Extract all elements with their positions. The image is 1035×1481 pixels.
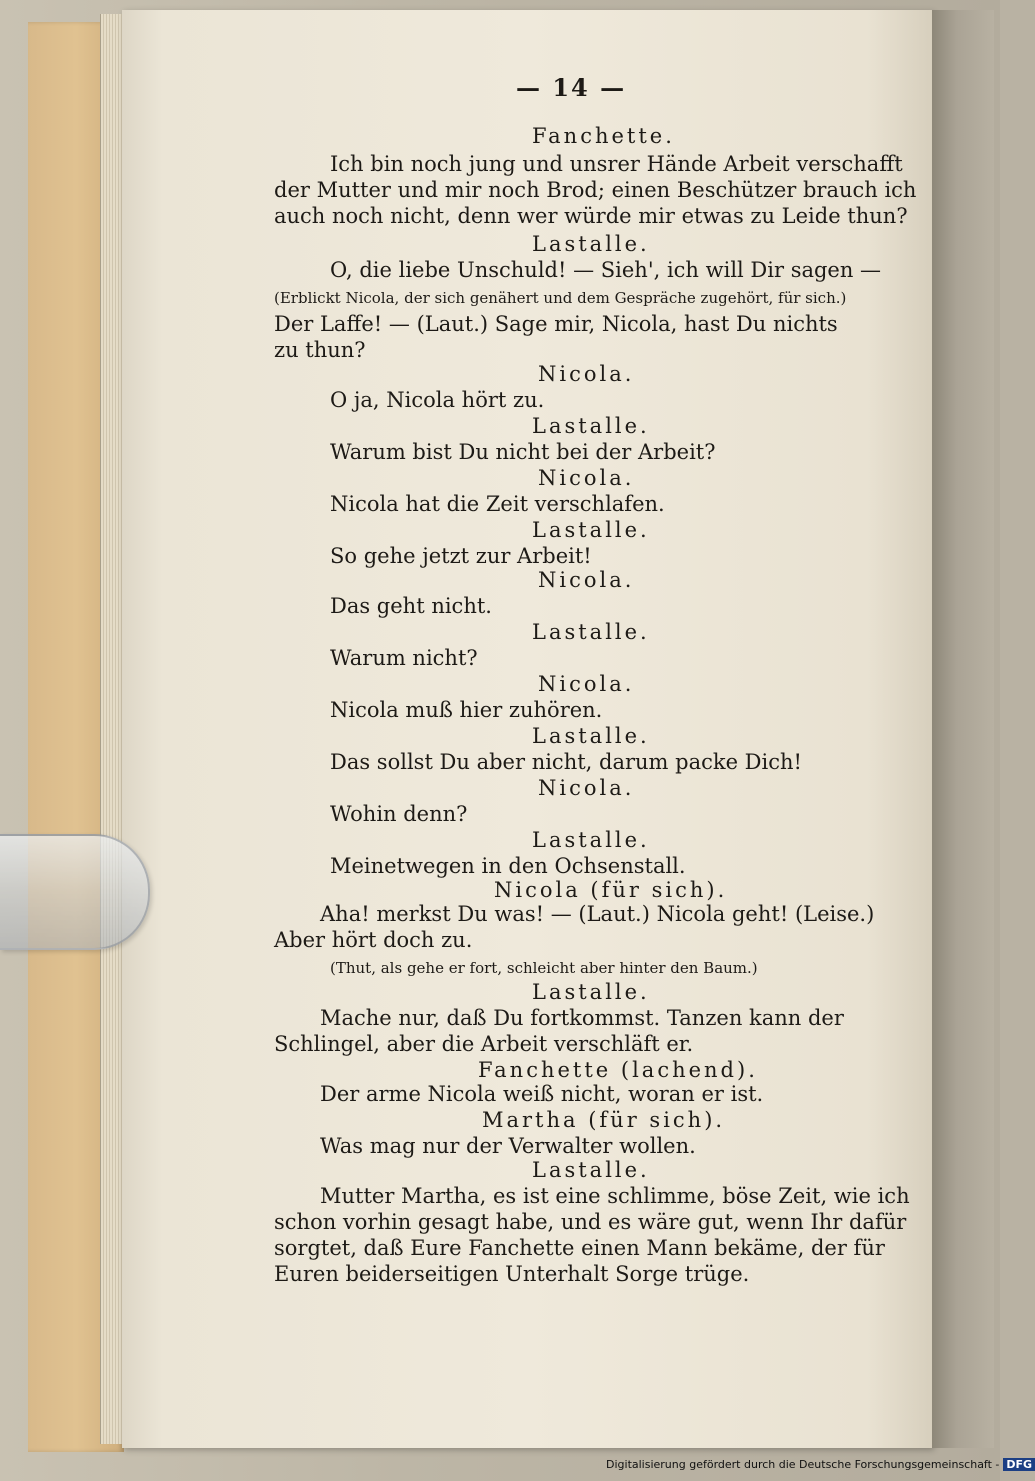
dialogue-line: Meinetwegen in den Ochsenstall. [330, 854, 686, 878]
dialogue-line: Was mag nur der Verwalter wollen. [320, 1134, 696, 1158]
speaker-name: Nicola. [538, 776, 635, 800]
speaker-name: Nicola. [538, 466, 635, 490]
dialogue-line: Der Laffe! — (Laut.) Sage mir, Nicola, hast Du nichts [274, 312, 838, 336]
dialogue-line: Warum bist Du nicht bei der Arbeit? [330, 440, 716, 464]
dialogue-line: Wohin denn? [330, 802, 468, 826]
digitization-credit [606, 1458, 1035, 1471]
stage-direction: (Thut, als gehe er fort, schleicht aber hinter den Baum.) [330, 959, 758, 977]
dialogue-line: Aber hört doch zu. [274, 928, 473, 952]
dialogue-line: Das geht nicht. [330, 594, 492, 618]
dialogue-line: So gehe jetzt zur Arbeit! [330, 544, 592, 568]
speaker-name: Fanchette. [532, 124, 675, 148]
dialogue-line: der Mutter und mir noch Brod; einen Beschützer brauch ich [274, 178, 917, 202]
page-number: — 14 — [516, 73, 627, 102]
speaker-name: Martha (für sich). [482, 1108, 726, 1132]
speaker-name: Lastalle. [532, 518, 650, 542]
credit-text: Digitalisierung gefördert durch die Deutsche Forschungsgemeinschaft - [606, 1458, 1000, 1471]
speaker-name: Lastalle. [532, 232, 650, 256]
speaker-name: Lastalle. [532, 414, 650, 438]
speaker-name: Nicola (für sich). [494, 878, 728, 902]
speaker-name: Lastalle. [532, 1158, 650, 1182]
dialogue-line: Ich bin noch jung und unsrer Hände Arbeit verschafft [330, 152, 903, 176]
dialogue-line: Schlingel, aber die Arbeit verschläft er. [274, 1032, 694, 1056]
dialogue-line: auch noch nicht, denn wer würde mir etwas zu Leide thun? [274, 204, 908, 228]
dialogue-line: O, die liebe Unschuld! — Sieh', ich will Dir sagen — [330, 258, 882, 282]
dialogue-line: zu thun? [274, 338, 366, 362]
dialogue-line: O ja, Nicola hört zu. [330, 388, 545, 412]
dialogue-line: Warum nicht? [330, 646, 478, 670]
dialogue-line: Das sollst Du aber nicht, darum packe Dich! [330, 750, 802, 774]
dialogue-line: Mache nur, daß Du fortkommst. Tanzen kann der [320, 1006, 844, 1030]
dfg-logo: DFG [1003, 1458, 1035, 1471]
stage-direction: (Erblickt Nicola, der sich genähert und dem Gespräche zugehört, für sich.) [274, 289, 847, 307]
dialogue-line: Der arme Nicola weiß nicht, woran er ist. [320, 1082, 764, 1106]
speaker-name: Fanchette (lachend). [478, 1058, 758, 1082]
speaker-name: Lastalle. [532, 724, 650, 748]
dialogue-line: Euren beiderseitigen Unterhalt Sorge trüge. [274, 1262, 750, 1286]
dialogue-line: Nicola hat die Zeit verschlafen. [330, 492, 665, 516]
dialogue-line: Nicola muß hier zuhören. [330, 698, 603, 722]
dialogue-line: Mutter Martha, es ist eine schlimme, böse Zeit, wie ich [320, 1184, 910, 1208]
speaker-name: Lastalle. [532, 828, 650, 852]
speaker-name: Nicola. [538, 672, 635, 696]
dialogue-line: schon vorhin gesagt habe, und es wäre gut, wenn Ihr dafür [274, 1210, 907, 1234]
speaker-name: Lastalle. [532, 620, 650, 644]
dialogue-line: Aha! merkst Du was! — (Laut.) Nicola geht! (Leise.) [320, 902, 875, 926]
speaker-name: Lastalle. [532, 980, 650, 1004]
dialogue-line: sorgtet, daß Eure Fanchette einen Mann bekäme, der für [274, 1236, 885, 1260]
page-holder-clip [0, 834, 150, 950]
speaker-name: Nicola. [538, 568, 635, 592]
speaker-name: Nicola. [538, 362, 635, 386]
page-gutter-shadow [932, 10, 994, 1448]
